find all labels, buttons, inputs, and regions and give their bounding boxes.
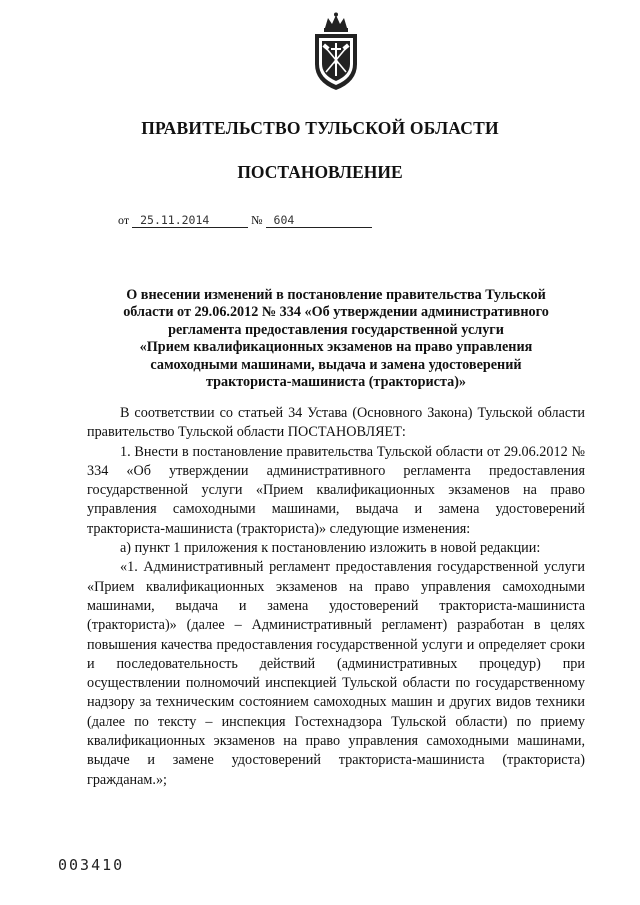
title-line: «Прием квалификационных экзаменов на право управления [139,339,533,356]
title-line: тракториста-машиниста (тракториста)» [205,374,467,391]
title-line: самоходными машинами, выдача и замена удостоверений [150,356,522,373]
coat-of-arms-icon [309,12,363,92]
number-label: № [251,213,263,227]
title-line: регламента предоставления государственной услуги [168,321,504,338]
date-value: 25.11.2014 [132,213,248,228]
title-line: области от 29.06.2012 № 334 «Об утверждении административного [123,304,549,321]
document-title [105,287,567,391]
government-heading: ПРАВИТЕЛЬСТВО ТУЛЬСКОЙ ОБЛАСТИ [141,118,499,138]
title-line: О внесении изменений в постановление правительства Тульской [126,287,546,303]
date-number-line [118,213,372,228]
date-label: от [118,213,130,227]
document-type-heading: ПОСТАНОВЛЕНИЕ [237,162,403,182]
document-body [87,404,585,790]
number-value: 604 [266,213,372,228]
paragraph-preamble: В соответствии со статьей 34 Устава (Основного Закона) Тульской области правительство Тульской области ПОСТАНОВЛЯЕТ: [87,405,585,441]
paragraph-subitem-a: а) пункт 1 приложения к постановлению изложить в новой редакции: [120,540,541,557]
serial-number: 003410 [58,856,125,874]
paragraph-regulation-text: «1. Административный регламент предоставления государственной услуги «Прием квалификационных экзаменов на право управления самоходными машинами, выдача и замена удостоверений тракториста-машиниста (тракториста)» (далее – Административный регламент) разработан в целях повышения качества предоставления государственной услуги и определяет сроки и последовательность действий (административных процедур) при осуществлении полномочий инспекцией Тульской области по государственному надзору за техническим состоянием самоходных машин и других видов техники (далее по тексту – инспекция Гостехнадзора Тульской области) по приему квалификационных экзаменов на право управления самоходными машинами, выдаче и замене удостоверений тракториста-машиниста (тракториста) гражданам.»; [87,559,585,788]
paragraph-item-1: 1. Внести в постановление правительства Тульской области от 29.06.2012 № 334 «Об утверждении административного регламента предоставления государственной услуги «Прием квалификационных экзаменов на право управления самоходными машинами, выдача и замена удостоверений тракториста-машиниста (тракториста)» следующие изменения: [87,443,585,537]
